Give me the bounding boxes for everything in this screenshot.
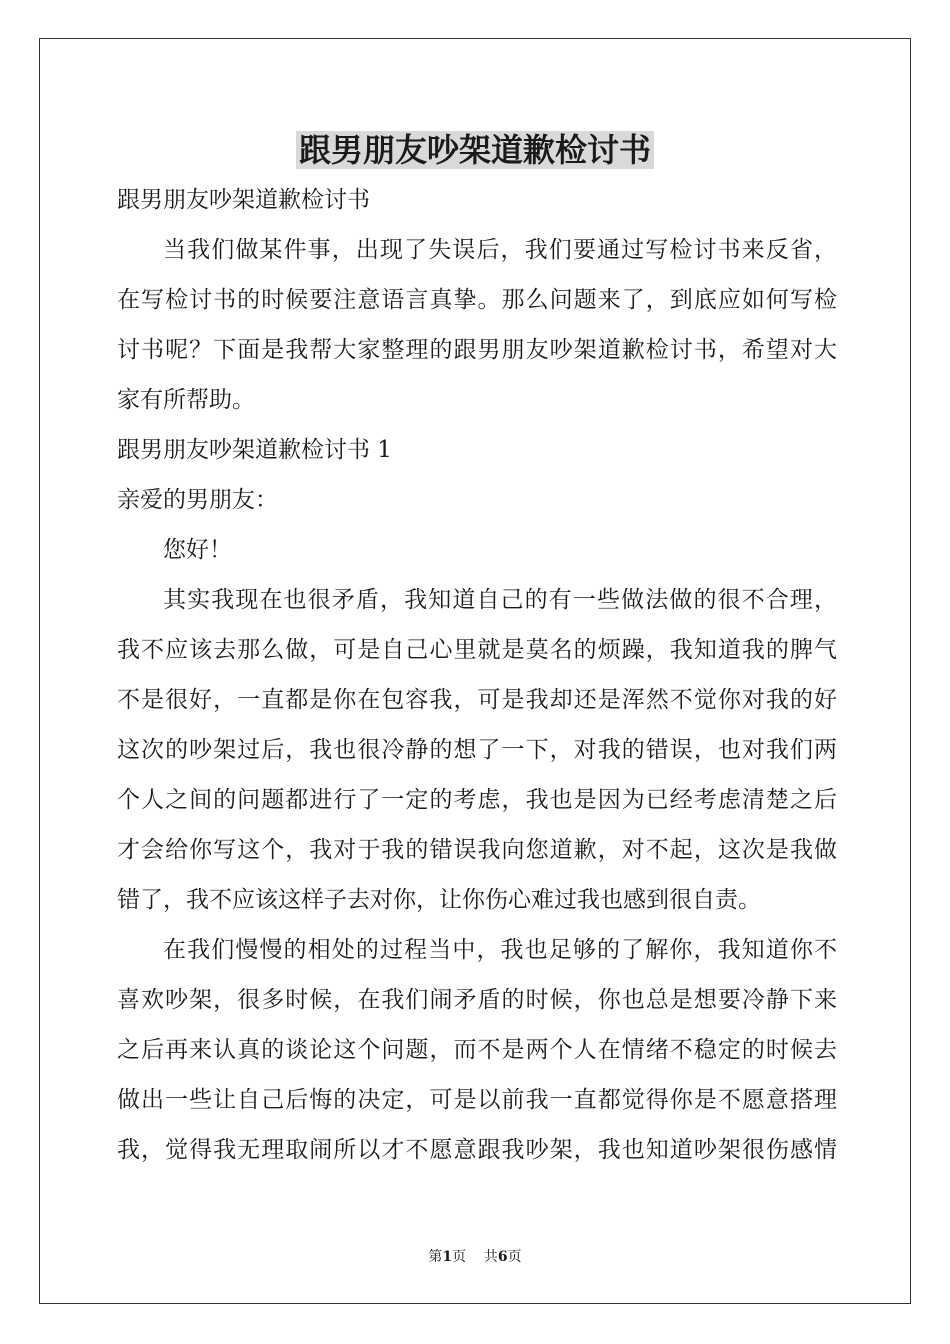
body-line: 在我们慢慢的相处的过程当中，我也足够的了解你，我知道你不 (163, 937, 837, 963)
footer-page-current: 1 (442, 1249, 453, 1265)
section-heading: 跟男朋友吵架道歉检讨书 1 (117, 437, 392, 463)
footer-page-prefix: 第 (428, 1249, 443, 1265)
body-line: 不是很好，一直都是你在包容我，可是我却还是浑然不觉你对我的好 (117, 687, 837, 713)
body-line: 当我们做某件事，出现了失误后，我们要通过写检讨书来反省， (163, 237, 837, 263)
title-highlight: 跟男朋友吵架道歉检讨书 (296, 131, 654, 169)
page-footer (0, 1247, 950, 1267)
body-line: 之后再来认真的谈论这个问题，而不是两个人在情绪不稳定的时候去 (117, 1037, 837, 1063)
body-line: 错了，我不应该这样子去对你，让你伤心难过我也感到很自责。 (117, 887, 761, 913)
document-body (117, 175, 837, 1175)
body-line: 个人之间的问题都进行了一定的考虑，我也是因为已经考虑清楚之后 (117, 787, 837, 813)
body-line: 其实我现在也很矛盾，我知道自己的有一些做法做的很不合理， (163, 587, 837, 613)
document-title (0, 128, 950, 172)
body-line-subtitle: 跟男朋友吵架道歉检讨书 (117, 187, 370, 213)
body-line: 这次的吵架过后，我也很冷静的想了一下，对我的错误，也对我们两 (117, 737, 837, 763)
greeting: 您好！ (163, 537, 232, 563)
body-line: 家有所帮助。 (117, 387, 255, 413)
footer-page-mid: 页 共 (452, 1249, 498, 1265)
body-line: 讨书呢？下面是我帮大家整理的跟男朋友吵架道歉检讨书，希望对大 (117, 337, 837, 363)
body-line: 我，觉得我无理取闹所以才不愿意跟我吵架，我也知道吵架很伤感情 (117, 1137, 837, 1163)
salutation: 亲爱的男朋友： (117, 487, 278, 513)
body-line: 才会给你写这个，我对于我的错误我向您道歉，对不起，这次是我做 (117, 837, 837, 863)
footer-page-suffix: 页 (507, 1249, 522, 1265)
body-line: 我不应该去那么做，可是自己心里就是莫名的烦躁，我知道我的脾气 (117, 637, 837, 663)
body-line: 喜欢吵架，很多时候，在我们闹矛盾的时候，你也总是想要冷静下来 (117, 987, 837, 1013)
footer-page-total: 6 (497, 1249, 508, 1265)
body-line: 在写检讨书的时候要注意语言真挚。那么问题来了，到底应如何写检 (117, 287, 837, 313)
body-line: 做出一些让自己后悔的决定，可是以前我一直都觉得你是不愿意搭理 (117, 1087, 837, 1113)
